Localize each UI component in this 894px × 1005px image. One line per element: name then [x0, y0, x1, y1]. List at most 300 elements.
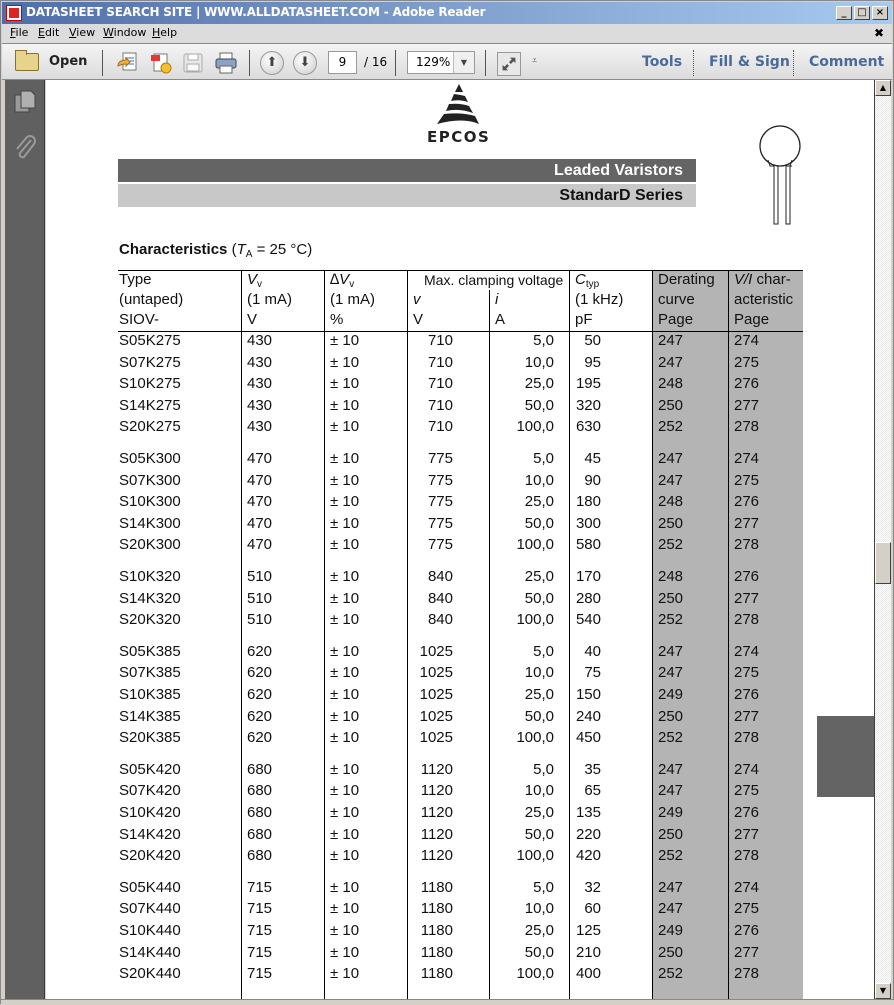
cell-ctyp: 180 — [575, 493, 601, 511]
cell-vv: 715 — [247, 878, 273, 896]
cell-derating-page: 250 — [658, 825, 684, 843]
cell-clamp-i: 5,0 — [533, 878, 554, 896]
cell-clamp-v: 775 — [427, 450, 453, 467]
cell-clamp-v: 775 — [427, 493, 453, 511]
cell-type: S14K420 — [119, 825, 181, 843]
cell-clamp-v: 1120 — [420, 760, 453, 778]
cell-clamp-v: 775 — [427, 514, 453, 532]
header-dvv-cond: (1 mA) — [330, 291, 375, 308]
cell-clamp-i: 25,0 — [524, 375, 554, 393]
cell-dvv: ± 10 — [330, 965, 360, 983]
cell-vi-page: 275 — [734, 900, 760, 918]
cell-dvv: ± 10 — [330, 536, 360, 554]
cell-dvv: ± 10 — [330, 664, 360, 682]
cell-vv: 715 — [247, 922, 273, 939]
cell-ctyp: 210 — [575, 943, 601, 961]
cell-derating-page: 247 — [658, 471, 684, 489]
cell-clamp-i: 10,0 — [524, 471, 554, 489]
cell-dvv: ± 10 — [330, 568, 360, 585]
window-title: DATASHEET SEARCH SITE | WWW.ALLDATASHEET.COM - Adobe Reader — [26, 5, 486, 19]
cell-clamp-v: 840 — [427, 611, 453, 629]
cell-clamp-i: 50,0 — [524, 943, 554, 961]
menu-view[interactable]: View — [69, 26, 96, 39]
header-type-line2: (untaped) — [119, 291, 184, 308]
previous-page-button[interactable]: ⬆ — [260, 51, 284, 75]
cell-dvv: ± 10 — [330, 375, 360, 393]
cell-clamp-i: 100,0 — [516, 847, 554, 865]
header-vi-line2: acteristic — [734, 291, 794, 308]
cell-vv: 680 — [247, 847, 273, 865]
cell-dvv: ± 10 — [330, 514, 360, 532]
cell-clamp-i: 5,0 — [533, 332, 554, 349]
scroll-up-button[interactable]: ▲ — [875, 80, 891, 96]
cell-type: S14K320 — [119, 589, 181, 607]
cell-dvv: ± 10 — [330, 493, 360, 511]
cell-clamp-v: 1180 — [420, 922, 453, 939]
cell-vv: 470 — [247, 536, 273, 554]
cell-vv: 680 — [247, 760, 273, 778]
save-icon[interactable] — [182, 52, 204, 74]
cell-vv: 470 — [247, 471, 273, 489]
cell-derating-page: 248 — [658, 493, 684, 511]
cell-derating-page: 249 — [658, 804, 684, 821]
cell-ctyp: 65 — [584, 782, 601, 800]
cell-vi-page: 274 — [734, 450, 760, 467]
banner-subtitle: StandarD Series — [118, 184, 696, 207]
cell-dvv: ± 10 — [330, 900, 360, 918]
cell-clamp-i: 100,0 — [516, 536, 554, 554]
cell-vv: 715 — [247, 965, 273, 983]
header-vi-line1: V/I char- — [734, 271, 791, 288]
cell-ctyp: 320 — [575, 396, 601, 414]
cell-type: S20K320 — [119, 611, 181, 629]
header-type-line1: Type — [119, 271, 152, 288]
cell-vi-page: 278 — [734, 729, 760, 747]
cell-vi-page: 278 — [734, 847, 760, 865]
header-clamp-i: i — [495, 291, 499, 308]
document-viewport[interactable] — [46, 80, 875, 999]
cell-clamp-i: 25,0 — [524, 922, 554, 939]
cell-clamp-i: 10,0 — [524, 782, 554, 800]
cell-dvv: ± 10 — [330, 332, 360, 349]
header-clamping: Max. clamping voltage — [424, 272, 564, 288]
menu-help[interactable]: Help — [152, 26, 178, 39]
cell-type: S20K275 — [119, 418, 181, 436]
toolbar-separator — [793, 50, 794, 76]
cell-ctyp: 580 — [575, 536, 601, 554]
header-vv: $V_v$ — [247, 271, 263, 290]
cell-vi-page: 275 — [734, 782, 760, 800]
cell-type: S20K440 — [119, 965, 181, 983]
cell-dvv: ± 10 — [330, 418, 360, 436]
column-divider — [241, 270, 242, 999]
pdf-app-icon — [6, 5, 22, 21]
folder-icon — [15, 53, 39, 71]
epcos-logo-text: EPCOS — [427, 128, 491, 146]
cell-type: S05K275 — [119, 332, 181, 349]
header-derating-line1: Derating — [658, 271, 715, 288]
tools-pane-button[interactable]: Tools — [642, 54, 683, 70]
toolbar-separator — [102, 50, 103, 76]
cell-ctyp: 45 — [584, 450, 601, 467]
cell-dvv: ± 10 — [330, 642, 360, 660]
cell-derating-page: 247 — [658, 782, 684, 800]
cell-clamp-i: 50,0 — [524, 825, 554, 843]
cell-dvv: ± 10 — [330, 353, 360, 371]
cell-clamp-i: 100,0 — [516, 611, 554, 629]
cell-dvv: ± 10 — [330, 589, 360, 607]
cell-type: S20K300 — [119, 536, 181, 554]
cell-clamp-i: 100,0 — [516, 729, 554, 747]
cell-clamp-v: 1180 — [420, 965, 453, 983]
cell-vv: 510 — [247, 568, 273, 585]
cell-type: S14K300 — [119, 514, 181, 532]
close-document-icon[interactable]: ✖ — [873, 26, 884, 40]
cell-vi-page: 276 — [734, 922, 760, 939]
cell-clamp-i: 50,0 — [524, 589, 554, 607]
cell-clamp-i: 25,0 — [524, 493, 554, 511]
cell-dvv: ± 10 — [330, 760, 360, 778]
cell-clamp-v: 1180 — [420, 943, 453, 961]
cell-ctyp: 540 — [575, 611, 601, 629]
cell-derating-page: 247 — [658, 900, 684, 918]
cell-vv: 620 — [247, 686, 273, 703]
cell-ctyp: 135 — [575, 804, 601, 821]
cell-ctyp: 240 — [575, 707, 601, 725]
cell-derating-page: 252 — [658, 536, 684, 554]
cell-vv: 620 — [247, 642, 273, 660]
cell-clamp-v: 1025 — [419, 686, 453, 703]
cell-vv: 470 — [247, 514, 273, 532]
cell-dvv: ± 10 — [330, 825, 360, 843]
cell-ctyp: 195 — [575, 375, 601, 393]
cell-type: S05K420 — [119, 760, 181, 778]
column-divider — [324, 270, 325, 999]
cell-type: S20K385 — [119, 729, 181, 747]
cell-vv: 430 — [247, 418, 273, 436]
cell-clamp-v: 1025 — [419, 729, 453, 747]
section-title: Characteristics ($T_A = 25$ °C) — [119, 241, 313, 260]
cell-type: S14K385 — [119, 707, 181, 725]
cell-clamp-i: 5,0 — [533, 642, 554, 660]
cell-derating-page: 252 — [658, 847, 684, 865]
cell-type: S10K300 — [119, 493, 181, 511]
maximize-button[interactable]: □ — [854, 6, 870, 20]
cell-clamp-i: 100,0 — [516, 965, 554, 983]
cell-clamp-v: 840 — [427, 589, 453, 607]
cell-vi-page: 278 — [734, 536, 760, 554]
cell-derating-page: 250 — [658, 707, 684, 725]
toolbar-separator — [693, 50, 694, 76]
cell-derating-page: 250 — [658, 943, 684, 961]
cell-vi-page: 277 — [734, 589, 760, 607]
cell-derating-page: 252 — [658, 729, 684, 747]
cell-vv: 510 — [247, 589, 273, 607]
attachments-paperclip-icon[interactable] — [13, 135, 37, 161]
cell-type: S10K385 — [119, 686, 181, 703]
cell-vv: 430 — [247, 353, 273, 371]
cell-derating-page: 247 — [658, 664, 684, 682]
cell-dvv: ± 10 — [330, 878, 360, 896]
cell-ctyp: 630 — [575, 418, 601, 436]
cell-ctyp: 60 — [584, 900, 601, 918]
toolbar — [2, 43, 892, 80]
cell-clamp-v: 1120 — [420, 804, 453, 821]
cell-vi-page: 278 — [734, 418, 760, 436]
cell-clamp-v: 710 — [427, 353, 453, 371]
cell-clamp-i: 5,0 — [533, 450, 554, 467]
epcos-logo-icon — [429, 84, 489, 126]
cell-clamp-i: 5,0 — [533, 760, 554, 778]
header-vi-line3: Page — [734, 311, 770, 328]
cell-type: S07K440 — [119, 900, 181, 918]
cell-type: S10K440 — [119, 922, 181, 939]
cell-clamp-v: 1120 — [420, 825, 453, 843]
cell-type: S07K385 — [119, 664, 181, 682]
cell-vi-page: 274 — [734, 878, 760, 896]
menu-window[interactable]: Window — [103, 26, 147, 39]
header-derating-line3: Page — [658, 311, 694, 328]
header-vv-unit: V — [247, 311, 258, 328]
cell-type: S20K420 — [119, 847, 181, 865]
cell-vi-page: 278 — [734, 611, 760, 629]
cell-clamp-i: 50,0 — [524, 514, 554, 532]
cell-clamp-v: 1025 — [419, 707, 453, 725]
cell-clamp-v: 710 — [427, 332, 453, 349]
header-derating-line2: curve — [658, 291, 695, 308]
cell-clamp-v: 1025 — [419, 664, 453, 682]
cell-clamp-i: 10,0 — [524, 353, 554, 371]
cell-ctyp: 170 — [575, 568, 601, 585]
cell-vi-page: 276 — [734, 568, 760, 585]
scrollbar-thumb[interactable] — [875, 542, 891, 584]
banner-title: Leaded Varistors — [118, 159, 696, 182]
cell-vv: 620 — [247, 707, 273, 725]
cell-derating-page: 250 — [658, 396, 684, 414]
cell-clamp-i: 25,0 — [524, 568, 554, 585]
cell-vi-page: 277 — [734, 514, 760, 532]
cell-clamp-v: 840 — [427, 568, 453, 585]
open-label: Open — [49, 54, 88, 69]
cell-vv: 680 — [247, 782, 273, 800]
header-clamp-i-unit: A — [495, 311, 506, 328]
table-header-rule — [118, 331, 803, 332]
toolbar-separator — [485, 50, 486, 76]
cell-vi-page: 278 — [734, 965, 760, 983]
cell-vv: 680 — [247, 804, 273, 821]
cell-vi-page: 277 — [734, 396, 760, 414]
cell-dvv: ± 10 — [330, 471, 360, 489]
header-dvv: $\Delta V_v$ — [330, 271, 355, 290]
cell-vv: 470 — [247, 450, 273, 467]
cell-derating-page: 252 — [658, 965, 684, 983]
cell-derating-page: 248 — [658, 375, 684, 393]
navigation-pane — [5, 80, 45, 999]
cell-clamp-v: 775 — [427, 536, 453, 554]
column-divider — [652, 270, 653, 999]
cell-dvv: ± 10 — [330, 943, 360, 961]
cell-vi-page: 275 — [734, 353, 760, 371]
cell-derating-page: 250 — [658, 514, 684, 532]
cell-vi-page: 275 — [734, 664, 760, 682]
cell-clamp-i: 25,0 — [524, 686, 554, 703]
cell-vi-page: 277 — [734, 943, 760, 961]
menu-file[interactable]: File — [10, 26, 29, 39]
cell-vi-page: 276 — [734, 686, 760, 703]
menu-bar — [2, 24, 892, 43]
cell-dvv: ± 10 — [330, 686, 360, 703]
cell-clamp-v: 1120 — [420, 782, 453, 800]
column-divider — [407, 270, 408, 999]
cell-ctyp: 150 — [575, 686, 601, 703]
cell-ctyp: 40 — [584, 642, 601, 660]
cell-derating-page: 247 — [658, 878, 684, 896]
cell-clamp-i: 25,0 — [524, 804, 554, 821]
cell-derating-page: 247 — [658, 450, 684, 467]
cell-vv: 510 — [247, 611, 273, 629]
print-icon[interactable] — [215, 52, 237, 74]
cell-derating-page: 249 — [658, 686, 684, 703]
comment-pane-button[interactable]: Comment — [809, 54, 885, 70]
column-divider — [489, 290, 490, 999]
cell-type: S14K440 — [119, 943, 181, 961]
cell-vi-page: 274 — [734, 642, 760, 660]
cell-type: S05K440 — [119, 878, 181, 896]
cell-derating-page: 248 — [658, 568, 684, 585]
next-page-button[interactable]: ⬇ — [293, 51, 317, 75]
cell-vv: 715 — [247, 943, 273, 961]
cell-clamp-v: 1180 — [420, 878, 453, 896]
cell-clamp-v: 1025 — [419, 642, 453, 660]
scroll-down-button[interactable]: ▼ — [875, 983, 891, 999]
cell-derating-page: 252 — [658, 418, 684, 436]
cell-derating-page: 247 — [658, 332, 684, 349]
header-vv-cond: (1 mA) — [247, 291, 292, 308]
customize-toolbar-icon[interactable]: ⩡ — [532, 56, 538, 66]
cell-vi-page: 277 — [734, 825, 760, 843]
cell-clamp-v: 775 — [427, 471, 453, 489]
cell-dvv: ± 10 — [330, 396, 360, 414]
cell-vi-page: 275 — [734, 471, 760, 489]
cell-vv: 430 — [247, 375, 273, 393]
cell-type: S07K420 — [119, 782, 181, 800]
cell-ctyp: 280 — [575, 589, 601, 607]
cell-dvv: ± 10 — [330, 922, 360, 939]
toolbar-separator — [249, 50, 250, 76]
header-ctyp-unit: pF — [575, 311, 593, 328]
cell-type: S05K300 — [119, 450, 181, 467]
cell-ctyp: 50 — [584, 332, 601, 349]
cell-derating-page: 247 — [658, 760, 684, 778]
page-number-input[interactable]: 9 — [328, 51, 357, 74]
cell-dvv: ± 10 — [330, 611, 360, 629]
cell-dvv: ± 10 — [330, 782, 360, 800]
title-bar — [2, 2, 892, 24]
cell-clamp-i: 50,0 — [524, 707, 554, 725]
cell-ctyp: 400 — [575, 965, 601, 983]
varistor-component-icon — [759, 124, 805, 228]
zoom-select[interactable] — [407, 51, 475, 74]
cell-ctyp: 125 — [575, 922, 601, 939]
column-divider — [728, 270, 729, 999]
create-pdf-icon[interactable] — [116, 52, 138, 74]
toolbar-separator — [395, 50, 396, 76]
column-divider — [569, 270, 570, 999]
cell-ctyp: 300 — [575, 514, 601, 532]
cell-vv: 680 — [247, 825, 273, 843]
close-button[interactable]: × — [872, 6, 888, 20]
header-clamp-v-unit: V — [413, 311, 424, 328]
cell-clamp-i: 10,0 — [524, 900, 554, 918]
header-dvv-unit: % — [330, 311, 344, 328]
cell-clamp-v: 1180 — [420, 900, 453, 918]
cell-vv: 620 — [247, 729, 273, 747]
cell-dvv: ± 10 — [330, 707, 360, 725]
cell-vi-page: 276 — [734, 804, 760, 821]
cell-type: S05K385 — [119, 642, 181, 660]
cell-vi-page: 274 — [734, 332, 760, 349]
header-clamp-v: v — [413, 291, 421, 308]
cell-derating-page: 247 — [658, 642, 684, 660]
fill-sign-pane-button[interactable]: Fill & Sign — [709, 54, 790, 70]
cell-vv: 620 — [247, 664, 273, 682]
cell-ctyp: 75 — [584, 664, 601, 682]
cell-derating-page: 252 — [658, 611, 684, 629]
cell-derating-page: 247 — [658, 353, 684, 371]
header-type-line3: SIOV- — [119, 311, 160, 328]
cell-dvv: ± 10 — [330, 847, 360, 865]
cell-vi-page: 277 — [734, 707, 760, 725]
cell-ctyp: 450 — [575, 729, 601, 747]
page-total: / 16 — [364, 55, 388, 69]
status-bar — [1, 999, 894, 1005]
cell-ctyp: 420 — [575, 847, 601, 865]
cell-type: S10K320 — [119, 568, 181, 585]
minimize-button[interactable]: _ — [836, 6, 852, 20]
header-ctyp: $C_{typ}$ — [575, 271, 600, 290]
zoom-value: 129% — [416, 55, 451, 69]
cell-clamp-v: 710 — [427, 396, 453, 414]
cell-clamp-v: 1120 — [420, 847, 453, 865]
cell-dvv: ± 10 — [330, 729, 360, 747]
chevron-down-icon[interactable]: ▼ — [453, 52, 474, 73]
cell-type: S07K275 — [119, 353, 181, 371]
cell-clamp-v: 710 — [427, 375, 453, 393]
cell-vv: 470 — [247, 493, 273, 511]
header-ctyp-cond: (1 kHz) — [575, 291, 624, 308]
menu-edit[interactable]: Edit — [38, 26, 60, 39]
cell-ctyp: 220 — [575, 825, 601, 843]
fit-window-expand-icon[interactable] — [497, 52, 521, 76]
cell-clamp-i: 10,0 — [524, 664, 554, 682]
cell-ctyp: 32 — [584, 878, 601, 896]
export-pdf-icon[interactable] — [150, 52, 172, 74]
cell-clamp-v: 710 — [427, 418, 453, 436]
cell-clamp-i: 100,0 — [516, 418, 554, 436]
cell-ctyp: 35 — [584, 760, 601, 778]
page-thumbnails-icon[interactable] — [14, 90, 36, 114]
cell-vv: 715 — [247, 900, 273, 918]
cell-vi-page: 276 — [734, 375, 760, 393]
vertical-scrollbar[interactable] — [874, 80, 891, 999]
cell-type: S10K420 — [119, 804, 181, 821]
cell-type: S10K275 — [119, 375, 181, 393]
cell-type: S07K300 — [119, 471, 181, 489]
cell-vv: 430 — [247, 396, 273, 414]
page-tab-marker — [817, 716, 875, 797]
cell-derating-page: 249 — [658, 922, 684, 939]
cell-derating-page: 250 — [658, 589, 684, 607]
